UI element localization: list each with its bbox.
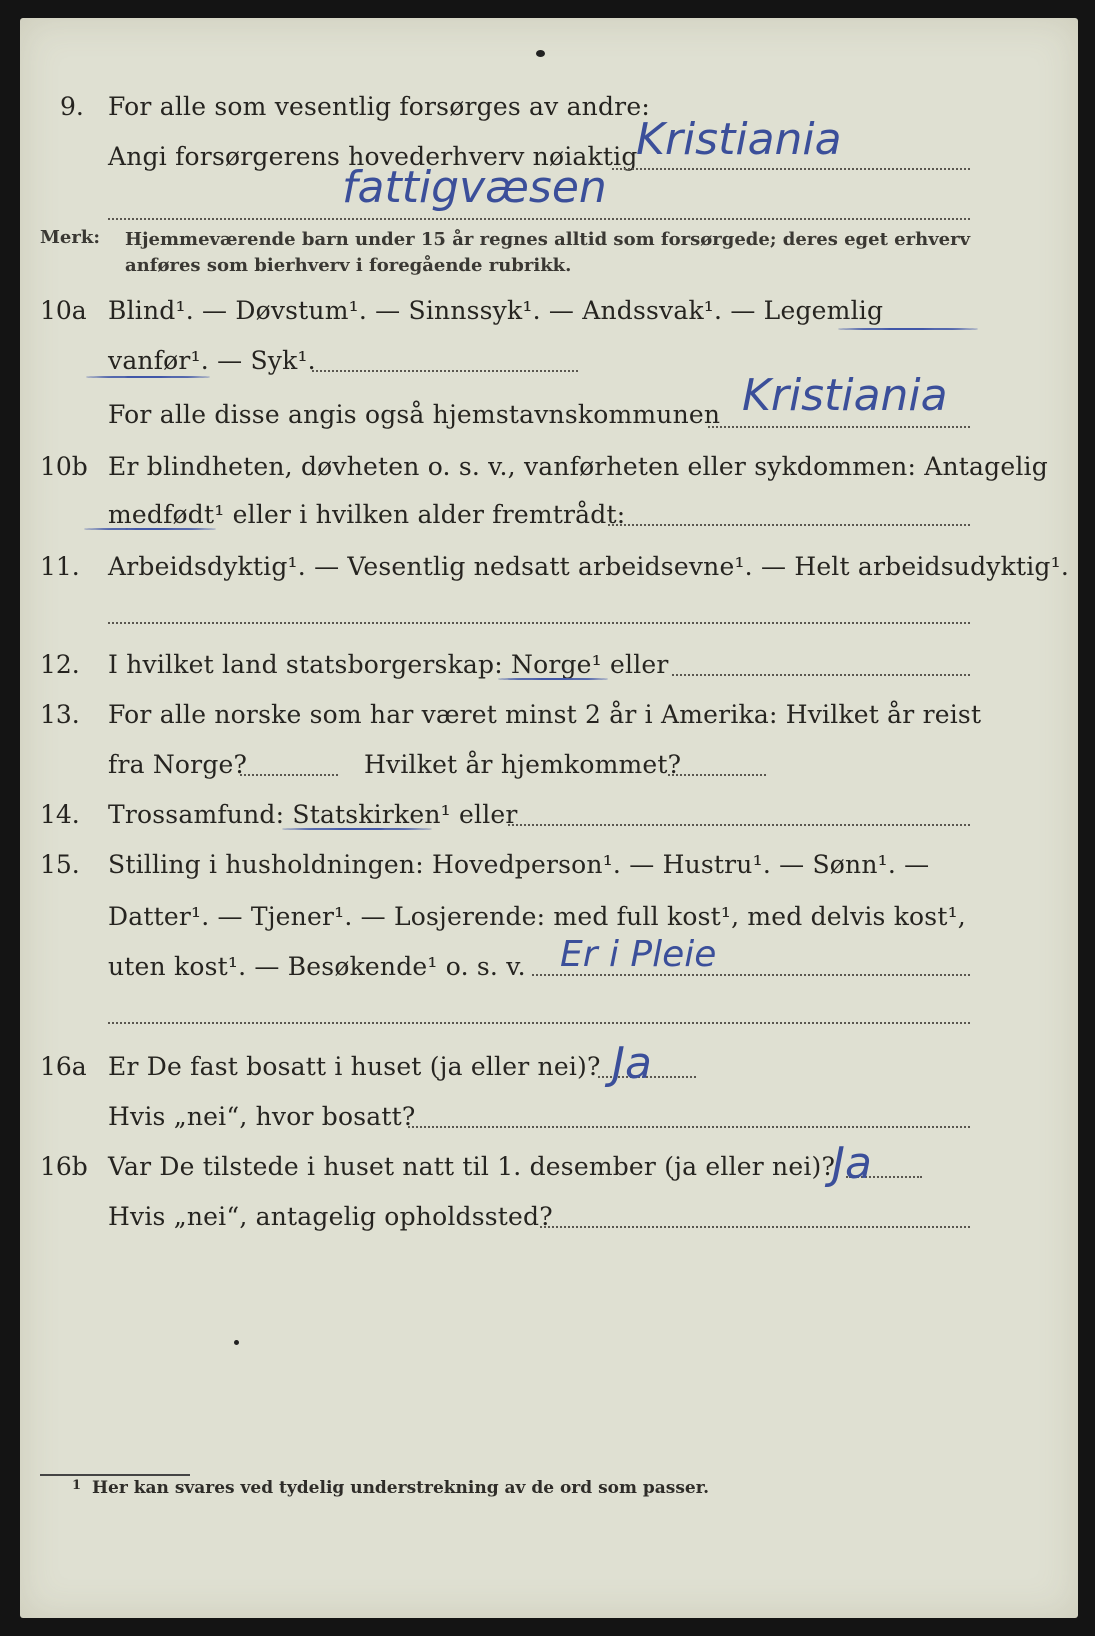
q15-handwritten: Er i Pleie (560, 934, 717, 975)
footnote-mark: 1 (72, 1478, 82, 1493)
punch-dot-top (536, 50, 545, 57)
q13-number: 13. (40, 700, 80, 729)
q10b-line2: medfødt¹ eller i hvilken alder fremtrådt: (108, 500, 626, 529)
q16a-handwritten: Ja (612, 1038, 652, 1089)
q10a-line2: vanfør¹. — Syk¹. (108, 346, 316, 375)
q10b-line1: Er blindheten, døvheten o. s. v., vanførheten eller sykdommen: Antagelig (108, 452, 1048, 481)
q16a-answer-bosatt (408, 1126, 970, 1128)
merk-line1: Hjemmeværende barn under 15 år regnes alltid som forsørgede; deres eget erhverv (125, 229, 971, 250)
q10a-underline-vanfor (86, 376, 210, 378)
q9-handwritten-2: fattigvæsen (342, 162, 607, 213)
q12-answer-line (672, 674, 970, 676)
q16b-handwritten: Ja (832, 1138, 872, 1189)
footnote-text: Her kan svares ved tydelig understrekning av de ord som passer. (92, 1478, 710, 1498)
q16b-answer-opholdssted (540, 1226, 970, 1228)
q14-underline-statskirken (282, 828, 432, 830)
q16b-number: 16b (40, 1152, 88, 1181)
q9-handwritten-1: Kristiania (636, 114, 842, 165)
q15-line3: uten kost¹. — Besøkende¹ o. s. v. (108, 952, 526, 981)
q9-answer-line1 (612, 168, 970, 170)
q12-underline-norge (498, 678, 608, 680)
q10a-number: 10a (40, 296, 87, 325)
q15-line2: Datter¹. — Tjener¹. — Losjerende: med full kost¹, med delvis kost¹, (108, 902, 966, 931)
q15-number: 15. (40, 850, 80, 879)
q15-line1: Stilling i husholdningen: Hovedperson¹. — Hustru¹. — Sønn¹. — (108, 850, 930, 879)
q9-line2: Angi forsørgerens hovederhverv nøiaktig (108, 142, 638, 171)
q9-line1: For alle som vesentlig forsørges av andre: (108, 92, 650, 121)
q10b-answer-line (608, 524, 970, 526)
q16a-line2: Hvis „nei“, hvor bosatt? (108, 1102, 416, 1131)
merk-line2: anføres som bierhverv i foregående rubrikk. (125, 255, 572, 276)
q15-answer-line2 (108, 1022, 970, 1024)
q13-answer-hjemkommet (668, 774, 766, 776)
q10b-number: 10b (40, 452, 88, 481)
q12-line1: I hvilket land statsborgerskap: Norge¹ eller (108, 650, 669, 679)
q13-line2b: Hvilket år hjemkommet? (364, 750, 682, 779)
q10a-handwritten: Kristiania (742, 370, 948, 421)
q9-answer-line2 (108, 218, 970, 220)
census-form-page (20, 18, 1078, 1618)
q10a-answer-syk (312, 370, 578, 372)
q16a-number: 16a (40, 1052, 87, 1081)
q13-answer-reist (240, 774, 338, 776)
q16b-line2: Hvis „nei“, antagelig opholdssted? (108, 1202, 553, 1231)
q16a-line1: Er De fast bosatt i huset (ja eller nei)? (108, 1052, 601, 1081)
q16b-line1: Var De tilstede i huset natt til 1. desember (ja eller nei)? (108, 1152, 836, 1181)
q12-number: 12. (40, 650, 80, 679)
q14-answer-line (508, 824, 970, 826)
q10a-line3: For alle disse angis også hjemstavnskommunen (108, 400, 721, 429)
q13-line1: For alle norske som har været minst 2 år i Amerika: Hvilket år reist (108, 700, 982, 729)
q11-line1: Arbeidsdyktig¹. — Vesentlig nedsatt arbeidsevne¹. — Helt arbeidsudyktig¹. (108, 552, 1069, 581)
q13-line2a: fra Norge? (108, 750, 248, 779)
q9-number: 9. (60, 92, 84, 121)
q10b-underline-medfodt (84, 528, 216, 530)
footnote-rule (40, 1474, 190, 1476)
q14-line1: Trossamfund: Statskirken¹ eller (108, 800, 518, 829)
merk-label: Merk: (40, 227, 100, 248)
q11-answer-line (108, 622, 970, 624)
q10a-answer-kommune (708, 426, 970, 428)
q10a-line1: Blind¹. — Døvstum¹. — Sinnssyk¹. — Andssvak¹. — Legemlig (108, 296, 884, 325)
q10a-underline-legemlig (838, 328, 978, 330)
punch-dot-bottom (234, 1340, 239, 1345)
q14-number: 14. (40, 800, 80, 829)
q11-number: 11. (40, 552, 80, 581)
